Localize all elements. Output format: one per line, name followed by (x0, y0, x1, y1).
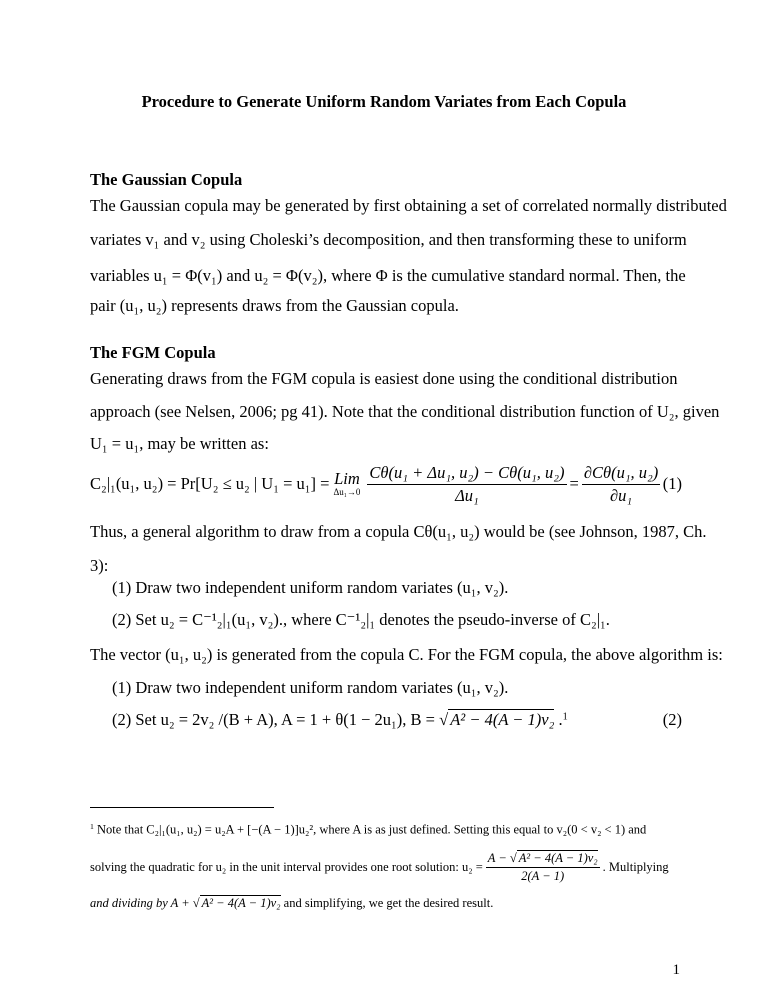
footnote-divider (90, 807, 274, 808)
gaussian-text-line-4: pair (u₁, u₂) represents draws from the Gaussian copula. (90, 296, 459, 315)
equation-2-number: (2) (662, 710, 682, 729)
footnote-line-2: solving the quadratic for u₂ in the unit interval provides one root solution: u₂ = $\frac{\text{A − √ A² − 4(A − 1)v₂}}{2(A - 1)}$ . Multiplying (90, 850, 669, 883)
document-title: Procedure to Generate Uniform Random Variates from Each Copula (141, 92, 627, 111)
vector-statement: The vector (u₁, u₂) is generated from the copula C. For the FGM copula, the above algorithm is: (90, 645, 723, 664)
general-algorithm-step-2: (2) Set u₂ = C⁻¹₂|₁(u₁, v₂)., where C⁻¹₂|₁ denotes the pseudo-inverse of C₂|₁. (112, 610, 610, 629)
equation-1-number: (1) (662, 474, 682, 493)
section-heading-fgm: The FGM Copula (90, 343, 216, 362)
equation-1-lhs: C₂|₁(u₁, u₂) = Pr[U₂ ≤ u₂ | U₁ = u₁] = (90, 474, 330, 493)
equation-1-limit: Lim Δu₁→0 (333, 469, 361, 497)
fgm-text-line-5: 3): (90, 556, 109, 575)
equation-1-difference-quotient: $\frac{\text{Cθ(u₁ + Δu₁, u₂) − Cθ(u₁, u₂)}}{\text{Δu₁}}$ (369, 462, 565, 505)
footnote-root-solution: $\frac{\text{A − √ A² − 4(A − 1)v₂}}{2(A - 1)}$ (487, 850, 598, 883)
footnote-line-1: $^1$ Note that C₂|₁(u₁, u₂) = u₂A + [−(A − 1)]u₂², where A is as just defined. Setting this equal to v₂(0 < v₂ < 1) and (90, 822, 647, 837)
footnote-reference[interactable]: 1 (562, 711, 568, 723)
fgm-text-line-3: U₁ = u₁, may be written as: (90, 434, 269, 453)
gaussian-text-line-1: The Gaussian copula may be generated by first obtaining a set of correlated normally distributed (90, 196, 727, 215)
fgm-text-line-2: approach (see Nelsen, 2006; pg 41). Note that the conditional distribution function of U₂, given (90, 402, 720, 421)
fgm-text-line-1: Generating draws from the FGM copula is easiest done using the conditional distribution (90, 369, 678, 388)
fgm-text-line-4: Thus, a general algorithm to draw from a copula Cθ(u₁, u₂) would be (see Johnson, 1987, Ch. (90, 522, 707, 541)
equation-1: C₂|₁(u₁, u₂) = Pr[U₂ ≤ u₂ | U₁ = u₁] = Lim Δu₁→0 $\frac{\text{Cθ(u₁ + Δu₁, u₂) − Cθ(u₁, u₂)}}{\text{Δu₁}}$ = $\frac{\text{∂Cθ(u₁, u₂)}}{\text{∂u₁}}$ (90, 462, 659, 505)
sqrt-symbol: √ (439, 710, 449, 729)
fgm-step-2-radicand: A² − 4(A − 1)v₂ (450, 710, 555, 729)
equation-1-partial-derivative: $\frac{\text{∂Cθ(u₁, u₂)}}{\text{∂u₁}}$ (583, 462, 659, 505)
section-heading-gaussian: The Gaussian Copula (90, 170, 243, 189)
fgm-algorithm-step-1: (1) Draw two independent uniform random variates (u₁, v₂). (112, 678, 509, 697)
footnote-line-3: and dividing by A + √ A² − 4(A − 1)v₂ and simplifying, we get the desired result. (90, 896, 494, 910)
general-algorithm-step-1: (1) Draw two independent uniform random variates (u₁, v₂). (112, 578, 509, 597)
gaussian-text-line-2: variates v₁ and v₂ using Choleski’s decomposition, and then transforming these to uniform (90, 230, 687, 249)
gaussian-text-line-3: variables u₁ = Φ(v₁) and u₂ = Φ(v₂), where Φ is the cumulative standard normal. Then, the (90, 266, 686, 285)
page-number: 1 (672, 962, 680, 978)
fgm-algorithm-step-2: (2) Set u₂ = 2v₂ /(B + A), A = 1 + θ(1 − 2u₁), B = √ A² − 4(A − 1)v₂ .$^1$ (112, 710, 568, 729)
footnote-mark: 1 (90, 822, 94, 831)
